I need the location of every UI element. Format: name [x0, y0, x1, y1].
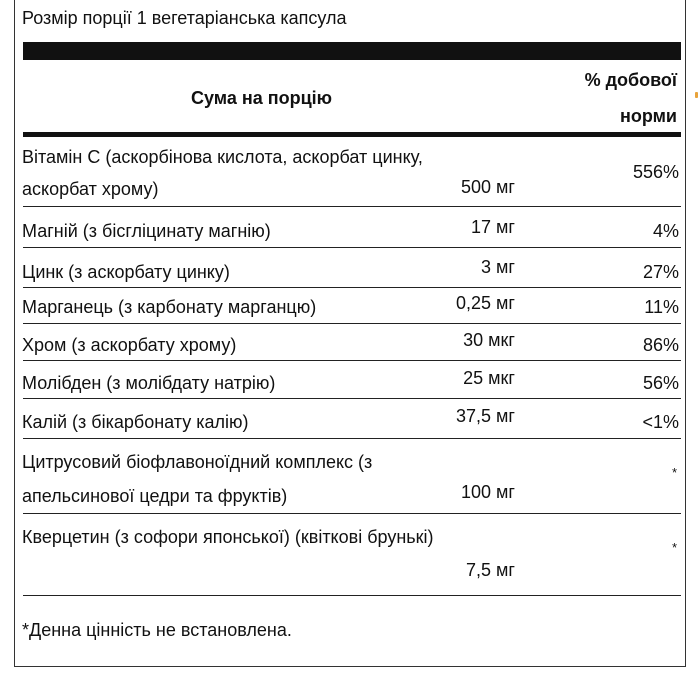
- row-divider: [23, 247, 681, 248]
- row-divider: [23, 206, 681, 207]
- header-divider: [23, 132, 681, 137]
- nutrient-daily-value: 56%: [642, 373, 679, 393]
- nutrient-amount: 7,5 мг: [466, 560, 515, 580]
- thick-divider: [23, 42, 681, 60]
- nutrient-name: Молібден (з молібдату натрію): [22, 373, 276, 393]
- nutrient-daily-value: 4%: [652, 221, 679, 241]
- footnote: *Денна цінність не встановлена.: [22, 620, 292, 640]
- nutrient-name: Калій (з бікарбонату калію): [22, 412, 249, 432]
- nutrient-amount: 17 мг: [471, 217, 515, 237]
- row-divider: [23, 513, 681, 514]
- nutrient-name-line2: апельсинової цедри та фруктів): [22, 486, 288, 506]
- nutrient-daily-value: 11%: [644, 297, 679, 317]
- nutrient-amount: 3 мг: [481, 257, 515, 277]
- nutrient-amount: 100 мг: [461, 482, 515, 502]
- row-divider: [23, 438, 681, 439]
- nutrient-daily-value: <1%: [642, 412, 679, 432]
- row-divider: [23, 398, 681, 399]
- supplement-facts-panel: [14, 0, 686, 667]
- nutrient-name: Кверцетин (з софори японської) (квіткові брунькі): [22, 527, 434, 547]
- row-divider: [23, 595, 681, 596]
- daily-value-header-line2: норми: [619, 106, 677, 126]
- row-divider: [23, 360, 681, 361]
- nutrient-daily-value: 27%: [642, 262, 679, 282]
- nutrient-daily-value: 556%: [632, 162, 679, 182]
- nutrient-amount: 500 мг: [461, 177, 515, 197]
- row-divider: [23, 287, 681, 288]
- nutrient-name: Марганець (з карбонату марганцю): [22, 297, 317, 317]
- nutrient-daily-value: *: [671, 465, 677, 480]
- nutrient-name: Вітамін C (аскорбінова кислота, аскорбат цинку,: [22, 147, 423, 167]
- nutrient-daily-value: *: [671, 540, 677, 555]
- nutrient-amount: 25 мкг: [463, 368, 515, 388]
- amount-per-serving-header: Сума на порцію: [191, 88, 333, 108]
- edge-mark: [695, 92, 698, 98]
- nutrient-name: Цинк (з аскорбату цинку): [22, 262, 230, 282]
- nutrient-amount: 37,5 мг: [456, 406, 515, 426]
- daily-value-header: % добової: [584, 70, 677, 90]
- nutrient-name: Цитрусовий біофлавоноїдний комплекс (з: [22, 452, 373, 472]
- nutrient-amount: 30 мкг: [463, 330, 515, 350]
- nutrient-name: Хром (з аскорбату хрому): [22, 335, 237, 355]
- nutrient-name: Магній (з бісгліцинату магнію): [22, 221, 271, 241]
- nutrient-daily-value: 86%: [642, 335, 679, 355]
- nutrient-name-line2: аскорбат хрому): [22, 179, 159, 199]
- row-divider: [23, 323, 681, 324]
- nutrient-amount: 0,25 мг: [456, 293, 515, 313]
- serving-size: Розмір порції 1 вегетаріанська капсула: [22, 8, 347, 28]
